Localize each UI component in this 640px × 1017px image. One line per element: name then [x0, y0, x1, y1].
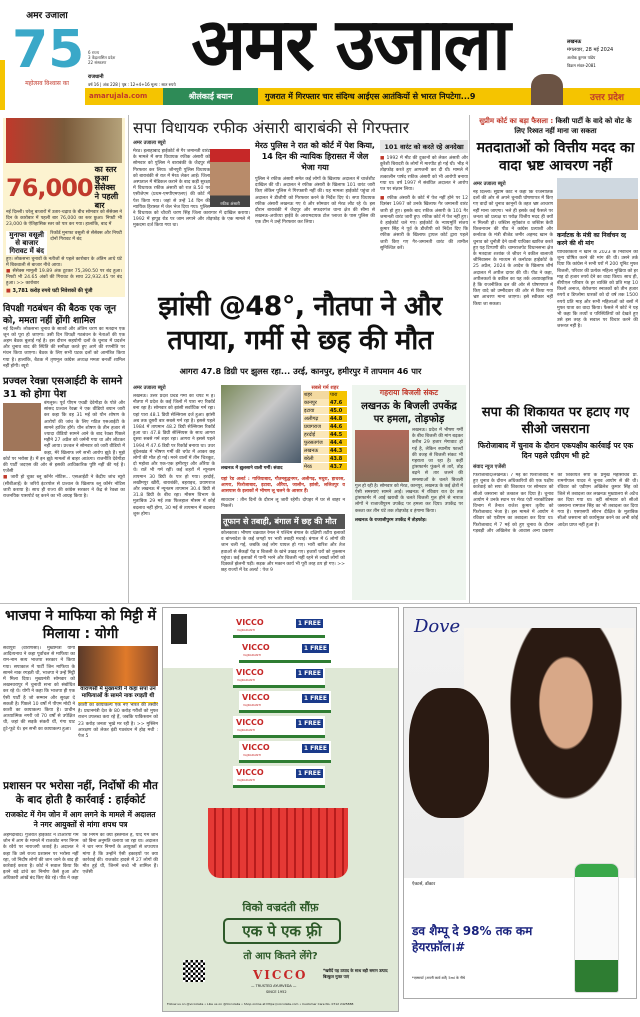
table-row — [303, 431, 347, 439]
hair — [409, 688, 489, 818]
bullet-text: जारी हो चुका ब्लू कॉर्नर नोटिस... एसआईटी ने केंद्रीय जांच ब्यूरो (सीबीआई) के जरिये इंटरपोल से प्रज्वल के खिलाफ ब्लू कॉर्नर नोटिस जारी कराया है। साथ ही राज्य की कांग्रेस सरकार ने केंद्र से रेवन्ना का राजनयिक पासपोर्ट रद्द करने का भी आग्रह किया है। — [3, 475, 125, 500]
table-row — [303, 455, 347, 463]
kicker-text: किसी पार्टी के वादे को वोट के लिए रिश्वत नहीं माना जा सकता — [514, 117, 632, 135]
ad-offer: एक पे एक फ़्री — [223, 918, 341, 944]
pack-product: VAJRADANTI — [243, 753, 262, 757]
story-bullet: ■ जारी हो चुका ब्लू कॉर्नर नोटिस... एसआईटी ने केंद्रीय जांच ब्यूरो (सीबीआई) के जरिये इंटरपोल से प्रज्वल के खिलाफ ब्लू कॉर्नर नोटिस जारी कराया है। साथ ही राज्य की कांग्रेस सरकार ने केंद्र से रेवन्ना का राजनयिक पासपोर्ट रद्द करने का भी आग्रह किया है। — [3, 475, 125, 500]
city-cell: हरदोई — [303, 431, 329, 439]
city-cell: अलीगढ़ — [303, 415, 329, 423]
byline: अमर उजाला ब्यूरो — [133, 140, 166, 146]
vicco-logo: VICCO — [253, 968, 308, 982]
logo-tagline: महोत्सव विश्वास का — [25, 80, 69, 87]
sensex-headline: का स्तर छुआ सेंसेक्स ने पहली बार — [94, 165, 119, 210]
divider — [0, 603, 640, 604]
story-body: सेवापुरी (वाराणसी)। मुख्यमंत्री योगी आदित्यनाथ ने कहा पूर्वांचल से माफिया का राम-नाम सत्य भाजपा सरकार ने किया गया। सपाकाल में पार्टी जिन माफिया के सामने नाक रगड़ती थी, भाजपा ने उन्हें मिट्टी में मिला दिया। मुख्यमंत्री सोमवार को लखनवरापुर में चुनावी सभा को संबोधित कर रहे थे। योगी ने कहा कि भाजपा ही एक ऐसी पार्टी है जो सम्मान और सुरक्षा दे सकती है। पिछले 10 वर्षों में पीएम मोदी ने काशी का कायाकल्प किया है। प्राचीन आध्यात्मिक नगरी जो 70 वर्षों से उपेक्षित थी, जहां की सड़कें संकरी थीं, गंगा घाट टूटे-फूटे थे। इन सभी का कायाकल्प हुआ। — [3, 646, 75, 732]
power-headline: लखनऊ के बिजली उपकेंद्र पर हमला, तोड़फोड़ — [361, 401, 457, 425]
table-row — [303, 463, 347, 471]
power-body: लखनऊ। प्रदेश में भीषण गर्मी के बीच बिजली की मांग बढ़कर करीब 29 हजार मेगावाट हो गई है, लेकिन स्थानीय फाल्टों की वजह से बिजली संकट भी गहराता जा रहा है। कहीं ट्रांसफार्मर फुंकने से तारें, तोड़ बढ़ने से तार जलने की समस्याओं के चलते बिजली गुल हो रही है। सोमवार को मेरठ, कानपुर, लखनऊ के कई क्षेत्रों में ऐसी समस्याएं सामने आईं। लखनऊ में रविवार रात देर तक ट्रांसफार्मर में आई खराबी के चलते बिजली गुल होने से नाराज लोगों ने राजाजीपुरम उपकेंद्र पर हमला कर दिया। उपकेंद्र पर कब्जा कर तीन घंटे तक तोड़फोड़ व हंगामा किया। — [355, 428, 464, 514]
ad-actor: ऐक्टर्स, डॉक्टर — [412, 882, 436, 887]
photo-caption: लखनऊ में झुलसाने वाली गर्मी। संवाद — [221, 466, 283, 471]
ad-line: विको वज्रदंती सौंफ़ — [242, 901, 319, 914]
stock-photo — [6, 118, 122, 163]
pack-brand: VICCO — [236, 718, 264, 727]
shampoo-bottle — [574, 863, 619, 993]
sensex-body2: हुए। लोकसभा चुनावों के नतीजों से पहले कारोबार के अंतिम आधे घंटे में बिकवाली से बाजार नीचे आया। — [6, 256, 122, 268]
temperature-cell: 43.8 — [329, 455, 347, 463]
story-body: अहमदाबाद। गुजरात हाईकोर्ट ने टीआरपी गेम जोन में आग के मामले में राजकोट नगर निगम के रवैये पर नाराजगी जताई है। अदालत ने कहा कि उसे राज्य प्रशासन पर भरोसा नहीं रहा, जो निर्दोष लोगों की जान जाने के बाद ही कार्रवाई करता है। कोर्ट ने सवाल किया कि इतने बड़े ढांचे का निर्माण कैसे हुआ और अधिकारी आंखें बंद किए बैठे रहे। पीठ ने कहा कि निगम का क्या इस्तेमाल है, यदि गेम जोन को बिना अनुमति चलाया जा रहा था। अदालत ने चार नगर निगमों के आयुक्तों से शपथपत्र मांगा है कि उन्होंने ऐसी इकाइयों पर क्या कार्रवाई की। राजकोट हादसे में 27 लोगों की मौत हुई थी, जिनमें बच्चे भी शामिल हैं। एजेंसी — [3, 833, 158, 882]
ticker-photo — [531, 74, 563, 105]
pack-offer: 1 FREE — [297, 770, 321, 777]
sensex-number: 76,000 — [6, 173, 93, 202]
logo-small: अमर उजाला — [26, 11, 68, 21]
city-cell: मेरठ — [303, 463, 329, 471]
sensex-box — [3, 118, 125, 297]
pack-product: VAJRADANTI — [243, 703, 262, 707]
alert-text — [221, 477, 345, 496]
basket-icon — [208, 808, 348, 878]
city-cell: लखनऊ — [303, 447, 329, 455]
table-header-row — [303, 391, 347, 399]
table-row — [303, 399, 347, 407]
alert: यहां रेड अलर्ट : गाजियाबाद, गौतमबुद्धनगर, अलीगढ़, मथुरा, हाथरस, आगरा, फिरोजाबाद, इटावा, औरैया, जालौन, झांसी, ललितपुर व आसपास के इलाकों में भीषण लू चलने के आसार हैं। — [221, 477, 345, 495]
heat-story — [133, 385, 345, 600]
date: मंगलवार, 28 मई 2024 — [567, 47, 614, 53]
story-headline: सपा की शिकायत पर हटाए गए सीओ जसराना — [481, 405, 630, 437]
vicco-pack — [239, 641, 331, 663]
byline: संवाद न्यूज एजेंसी — [473, 464, 506, 470]
subheadline: मेरठ पुलिस ने रात को कोर्ट में पेश किया, 14 दिन की न्यायिक हिरासत में जेल भेजा गया — [255, 141, 375, 172]
ad-trusted: — TRUSTED AYURVEDA — — [251, 984, 297, 988]
qr-code-icon — [183, 960, 205, 982]
pack-offer: 1 FREE — [303, 695, 327, 702]
ad-fineprint: *एक्सपर्ट (अपनी कार्य शर्तें) 5ml के नीचे — [412, 976, 465, 980]
box-item-text: 1992 में मीट की दुकानों को लेकर अंसारी और कुरैशी बिरादरी के लोगों में मारपीट हो गई थी। भीड़ ने तोड़फोड़ करते हुए आगजनी कर दी थी। मामले में तत्कालीन पार्षद रफीक अंसारी को भी आरोपी बनाया गया था। वर्ष 1997 में संबंधित अदालत ने आरोप पत्र पर संज्ञान लिया। — [380, 156, 468, 193]
pack-brand: VICCO — [242, 693, 270, 702]
photo-caption: वाराणसी में मुख्यमंत्री ने कहा सपा उन माफियाओं के सामने नाक रगड़ती थी — [78, 686, 158, 703]
main-subheadline: आगरा 47.8 डिग्री पर झुलस रहा... उरई, कानपुर, हमीरपुर में तापमान 46 पार — [179, 366, 422, 376]
highcourt-headline: प्रशासन पर भरोसा नहीं, निर्दोषों की मौत के बाद होती है कार्रवाई : हाईकोर्ट — [3, 780, 158, 806]
logo-number: 75 — [12, 20, 85, 80]
kicker-line — [473, 116, 638, 136]
pack-offer: 1 FREE — [297, 620, 321, 627]
bottom-left-column — [3, 607, 158, 973]
samvat: विक्रम संवत-2081 — [567, 63, 596, 68]
story-body: नई दिल्ली। लोकसभा चुनाव के सातवें और अंतिम चरण का मतदान एक जून को पूरा हो जाएगा। उसी दिन विपक्षी गठबंधन के नेताओं की एक अहम बैठक बुलाई गई है। इस दौरान सहयोगी दलों के चुनाव में प्रदर्शन और चुनाव बाद की स्थिति की समीक्षा करते हुए आगे की रणनीति पर मंथन किया जाएगा। बैठक के लिए सभी घटक दलों को आमंत्रित किया गया है। हालांकि, बैठक में तृणमूल कांग्रेस अध्यक्ष ममता बनर्जी शामिल नहीं होंगी। ब्यूरो — [3, 326, 125, 369]
city-cell: कानपुर — [303, 399, 329, 407]
story-body: पुलिस ने रफीक अंसारी समेत कई लोगों के खिलाफ अदालत में चार्जशीट दाखिल की थी। अदालत ने रफीक अंसारी के खिलाफ 101 वारंट जारी किए लेकिन पुलिस ने गिरफ्तारी नहीं की। यह मामला हाईकोर्ट पहुंचा तो अदालत ने डीजीपी को गिरफ्तार करने के निर्देश दिए थे। सपा विधायक रफीक अंसारी लखनऊ गए थे और सोमवार को मेरठ लौट रहे थे। इस दौरान बाराबंकी में जैदपुर और सफदरगंज थाना क्षेत्र की सीमा से लखनऊ-अयोध्या हाईवे के आरामदायक टोल प्लाजा के पास पुलिस की एक टीम ने उन्हें गिरफ्तार कर लिया। — [255, 177, 375, 226]
vicco-ad[interactable] — [162, 607, 399, 1012]
sensex-bullet: ■ 3,781 करोड़ रुपये घटी निवेशकों की पूंजी — [6, 287, 93, 294]
lead-story — [133, 140, 468, 290]
ad-note: *खरीदें यह उत्पाद के साथ बही समान उत्पाद बिल्कुल मुफ्त पाएं — [323, 968, 388, 979]
temperature-cell: 45.0 — [329, 407, 347, 415]
hottest-cities-table — [303, 385, 347, 471]
substation-photo — [355, 430, 409, 482]
right-headline: मतदाताओं को वित्तीय मदद का वादा भ्रष्ट आचरण नहीं — [476, 140, 635, 174]
pack-brand: VICCO — [242, 643, 270, 652]
pack-product: VAJRADANTI — [243, 653, 262, 657]
edition-name: राजधानी — [88, 74, 104, 80]
photo-caption: लखनऊ के राजाजीपुरम उपकेंद्र में तोड़फोड़। — [355, 517, 427, 523]
date-block — [567, 38, 613, 70]
box-title: 101 वारंट को करते रहे अनदेखा — [380, 140, 468, 153]
storm-body: कोलकाता। भीषण चक्रवात रेमल ने पश्चिम बंगाल के दक्षिणी तटीय इलाकों व बांग्लादेश के कई जगहों पर भारी तबाही मचाई। बंगाल में 6 लोगों की जान चली गई, जबकि कई लोग घायल हो गए। भारी बारिश और तेज हवाओं से सैकड़ों पेड़ व बिजली के खंभे उखड़ गए। हजारों घरों को नुकसान पहुंचा। कई इलाकों में पानी भरने और बिजली नहीं रहने से लाखों लोगों को दिक्कतें झेलनी पड़ी। सड़क और मकान कार्य भी पूरी तरह ठप हो गए। >> छह राज्यों में रेड अलर्ट : पेज 9 — [221, 531, 345, 574]
city: लखनऊ — [567, 39, 582, 45]
table-row — [303, 447, 347, 455]
pack-offer: 1 FREE — [297, 720, 321, 727]
story-body: काशी का कायाकल्प एक नए भारत की तस्वीर है। प्रधानमंत्री देश के 80 करोड़ गरीबों को मुफ्त राशन उपलब्ध करा रहे हैं, जबकि पाकिस्तान को 23 करोड़ जनता भूखे मर रही है। >> मुस्लिम आरक्षण को लेकर इंडी गठबंधन में होड़ मची : पेज 5 — [78, 703, 158, 740]
product-stack — [233, 616, 333, 791]
editor: अशोक कुमार पांडेय — [567, 55, 596, 60]
revanna-photo — [3, 403, 41, 451]
story-body: मेरठ। इलाहाबाद हाईकोर्ट से गैर जमानती वारंट के मामले में सपा विधायक रफीक अंसारी को सोमवार को पुलिस ने बाराबंकी के जैदपुर से गिरफ्तार कर लिया। जौनपुरी पुलिस विधायक को बाराबंकी से रात में मेरठ लेकर आई। जिला अस्पताल में मेडिकल कराने के बाद कड़ी सुरक्षा में विधायक रफीक अंसारी को रात 8.50 पर एसीजेएम (प्रथम-एमपीएमएलए) की कोर्ट में पेश किया गया। जहां से उन्हें 14 दिन की न्यायिक हिरासत में जेल भेज दिया गया। पुलिस ने विधायक को चौधरी चरण सिंह जिला कारागार में दाखिल कराया। 1992 में हापुड़ रोड पर जाम लगाने और तोड़फोड़ के एक मामले में मुकदमा दर्ज किया गया था। — [133, 149, 250, 229]
table-row — [303, 407, 347, 415]
left-column — [3, 118, 125, 500]
temperature-cell: 44.5 — [329, 431, 347, 439]
main-headline: झांसी @48°, नौतपा ने और तपाया, गर्मी से छह की मौत — [158, 291, 442, 356]
ad-footer: Follow us on @viccolabs • Like us on @Viccolabs • Shop online at https://viccolabs.com • Customer Care No. 0712 2425888 — [167, 1002, 354, 1006]
edition-item: 22 संस्करण — [88, 60, 107, 65]
table-header: शहर — [303, 391, 329, 399]
temperature-cell: 44.8 — [329, 415, 347, 423]
story-body: फिरोजाबाद/लखनऊ। 7 मई को फिरोजाबाद में हुए चुनाव के दौरान अधिकारियों की एक पक्षीय कार्रवाई को सपा की शिकायत पर सोमवार को सीओ जसराना को तत्काल कर दिया है। चुनाव आयोग ने उनके स्थान पर मेरठ एंटी नारकोटिक्स विभाग में तैनात राजेश कुमार तृतीय को फिरोजाबाद भेजा है। इस मामले में आयोग ने रविवार को एडीएम का तबादला कर दिया था। फिरोजाबाद में 7 मई को हुए चुनाव के दौरान गड़बड़ी और अखिलेश के आवास अन्य प्रकरण की शिकायत सपा के प्रमुख महासचिव प्रो. रामगोपाल यादव ने चुनाव आयोग से की थी। रविवार को एडीएम अखिलेश कुमार सिंह को जिले से तबादला कर लखनऊ मुख्यालय से अटैच कर दिया गया था। वहीं सोमवार को सीओ जसराना रामपाल सिंह का भी तबादला कर दिया गया है। एसएसपी सौरभ दीक्षित के मुताबिक सीओ जसराना को कार्यमुक्त करने का अभी कोई आदेश प्राप्त नहीं हुआ है। — [473, 473, 638, 534]
brand-logo — [171, 614, 187, 644]
vicco-pack — [233, 666, 325, 688]
box-item: ■ 1992 में मीट की दुकानों को लेकर अंसारी और कुरैशी बिरादरी के लोगों में मारपीट हो गई थी। भीड़ ने तोड़फोड़ करते हुए आगजनी कर दी थी। मामले में तत्कालीन पार्षद रफीक अंसारी को भी आरोपी बनाया गया था। वर्ष 1997 में संबंधित अदालत ने आरोप पत्र पर संज्ञान लिया। — [380, 156, 468, 193]
pack-offer: 1 FREE — [303, 645, 327, 652]
ad-since: SINCE 1952 — [266, 990, 287, 994]
city-cell: प्रयागराज — [303, 423, 329, 431]
dove-ad[interactable] — [403, 607, 637, 999]
story-body: लखनऊ। उत्तर प्रदेश प्रचंड गर्मी की चपेट में है। नौतपा में प्रदेश के कई जिलों में पारा नए रिकॉर्ड बना रहा है। सोमवार को झांसी सर्वाधिक गर्म रहा। यहां पारा 48.1 डिग्री सेल्सियस दर्ज हुआ। झांसी अब तक दूसरी बार सबसे गर्म रहा है। इससे पहले 1984 में तापमान 48.2 डिग्री सेल्सियस रिकॉर्ड हुआ था। 47.8 डिग्री सेल्सियस के साथ आगरा दूसरा सबसे गर्म शहर रहा। आगरा ने इससे पहले 1994 में 47.6 डिग्री पर रिकॉर्ड बनाया था। उधर बुंदेलखंड में भीषण गर्मी की चपेट में आकर छह लोगों की मौत हो गई। मरने वालों में तीन चित्रकूट, दो महोबा और एक-एक हमीरपुर और औरैया के थे। रातें भी गर्म रहीं। कई शहरों में न्यूनतम तापमान 30 डिग्री के पार हो गया। हरदोई, लखीमपुर खीरी, बाराबंकी, बहराइच, प्रयागराज और लखनऊ में न्यूनतम तापमान 30.4 डिग्री से 31.8 डिग्री के बीच रहा। मौसम विभाग के मुताबिक 29 मई तक फिलहाल मौसम में कोई बदलाव नहीं होगा, 30 मई से तापमान में बदलाव शुरू होगा। — [133, 394, 215, 517]
vicco-pack — [233, 716, 325, 738]
city-cell: इटावा — [303, 407, 329, 415]
pack-brand: VICCO — [236, 668, 264, 677]
bullet-text: सेंसेक्स मामूली 19.89 अंक टूटकर 75,390.50 पर बंद हुआ। निफ्टी भी 24.65 अंकों की गिरावट के साथ 22,932.45 पर बंद हुआ। >> कारोबार — [6, 269, 122, 287]
table-row — [303, 439, 347, 447]
sensex-side: रिकॉर्ड मुनाफा वसूली से सेंसेक्स और निफ्टी दोनों गिरावट में बंद — [50, 230, 122, 242]
pack-brand: VICCO — [242, 743, 270, 752]
website-link[interactable]: amarujala.com — [89, 92, 148, 100]
power-crisis-box — [352, 385, 466, 600]
temperature-cell: 44.4 — [329, 439, 347, 447]
box-item-text: रफीक अंसारी के कोर्ट में पेश नहीं होने पर 12 दिसंबर 1997 को उनके खिलाफ गैर जमानती वारंट जारी हो हुए। इसके बाद रफीक अंसारी के 101 गैर जमानती वारंट जारी हुए। रफीक कोर्ट में पेश नहीं हुए। वे हाईकोर्ट चले गए। हाईकोर्ट के न्यायमूर्ति संजय कुमार सिंह ने पूर्व के डीजीपी को निर्देश दिए कि रफीक अंसारी के खिलाफ ट्रायल कोर्ट द्वारा पहले जारी किए गए गैर-जमानती वारंट की तामील सुनिश्चित करें। — [380, 196, 468, 251]
yogi-headline: भाजपा ने माफिया को मिट्टी में मिलाया : योगी — [5, 608, 156, 642]
pack-product: VAJRADANTI — [237, 628, 256, 632]
table-header: पारा — [329, 391, 347, 399]
dove-tagline: डव शैम्पू दे 98% तक कम हेयरफ़ॉल।# — [412, 924, 533, 954]
dove-logo: Dove — [414, 616, 461, 637]
alert-text: सावधान : तीन दिनों के दौरान लू जारी रहेगी। दोपहर में घर से बाहर न निकलें। — [221, 497, 345, 509]
edition-item: 6 राज्य — [88, 50, 100, 55]
table-row — [303, 415, 347, 423]
box-item: ■ रफीक अंसारी के कोर्ट में पेश नहीं होने पर 12 दिसंबर 1997 को उनके खिलाफ गैर जमानती वारंट जारी हो हुए। इसके बाद रफीक अंसारी के 101 गैर जमानती वारंट जारी हुए। रफीक कोर्ट में पेश नहीं हुए। वे हाईकोर्ट चले गए। हाईकोर्ट के न्यायमूर्ति संजय कुमार सिंह ने पूर्व के डीजीपी को निर्देश दिए कि रफीक अंसारी के खिलाफ ट्रायल कोर्ट द्वारा पहले जारी किए गए गैर-जमानती वारंट की तामील सुनिश्चित करें। — [380, 196, 468, 251]
model-photo — [464, 628, 634, 878]
yogi-photo — [78, 646, 158, 686]
byline: अमर उजाला ब्यूरो — [133, 385, 166, 391]
temperature-cell: 44.3 — [329, 447, 347, 455]
photo-caption: रफीक अंसारी — [220, 201, 240, 206]
sensex-subhead: मुनाफा वसूली से बाजार गिरावट में बंद — [6, 231, 47, 255]
photo-caption: कर्नाटक के मंत्री का निर्वाचन रद्द करने की थी मांग — [557, 232, 627, 247]
edition-list — [88, 50, 115, 65]
lead-headline: सपा विधायक रफीक अंसारी बाराबंकी से गिरफ्तार — [133, 119, 409, 137]
pack-product: VAJRADANTI — [237, 778, 256, 782]
sensex-bullet: ■ सेंसेक्स मामूली 19.89 अंक टूटकर 75,390.50 पर बंद हुआ। निफ्टी भी 24.65 अंकों की गिरावट के साथ 22,932.45 पर बंद हुआ। >> कारोबार — [6, 269, 122, 287]
ticker-tag: श्रीलंकाई बयान — [163, 88, 258, 105]
vicco-pack — [233, 766, 325, 788]
storm-headline: तूफान से तबाही, बंगाल में छह की मौत — [221, 514, 345, 529]
story-body: याचिकाकर्ता ने खान के 2023 के निर्वाचन को शून्य घोषित करने की मांग की थी। उसने तर्क दिया कि कांग्रेस ने सभी घरों में 200 यूनिट मुफ्त बिजली, परिवार की प्रत्येक महिला मुखिया को हर माह दो हजार रुपये देने का वादा किया। साथ ही, बीपीएल परिवार के हर व्यक्ति को प्रति माह 10 किलो अनाज, बेरोजगार स्नातकों को तीन हजार रुपये व डिप्लोमा धारकों को दो वर्ष तक 1500 रुपये प्रति माह और सभी महिलाओं को बसों में मुफ्त यात्रा का वादा किया। फैसले में कोर्ट ने यह भी कहा कि तथ्यों व परिस्थितियों को देखते हुए उसे इस तरह के सवाल पर विचार करने की जरूरत नहीं है। — [557, 250, 638, 330]
pack-brand: VICCO — [236, 618, 264, 627]
supreme-court-photo — [557, 178, 638, 230]
issue-info: वर्ष 16 | अंक 228 | पृष्ठ : 12+4+16 मूल्य : सात रुपये — [88, 82, 176, 87]
highcourt-subheadline: राजकोट में गेम जोन में आग लगने के मामले में अदालत ने नगर आयुक्तों से मांगा शपथ पत्र — [5, 810, 156, 829]
story-body: नई दिल्ली। सुप्रीम कोर्ट ने कहा कि राजनीतिक दलों की ओर से अपने चुनावी घोषणापत्र में किए गए वादों को चुनाव कानूनों के तहत भ्रष्ट आचरण नहीं माना जाएगा। भले ही इसके कई फैसले पर जनता को प्रत्यक्ष या परोक्ष वित्तीय मदद ही क्यों न मिलती हो। जस्टिस सूर्यकांत व जस्टिस केवी विश्वनाथन की पीठ ने कांग्रेस प्रत्याशी और कर्नाटक के मंत्री बीजेड जमीर अहमद खान के चुनाव को चुनौती देने वाली याचिका खारिज करते हुए यह टिप्पणी की। चामराजपेट विधानसभा क्षेत्र के मतदाता शशांक जे श्रीधर ने वकील बालाजी श्रीनिवासन के माध्यम से कर्नाटक हाईकोर्ट के 25 अप्रैल, 2024 के आदेश के खिलाफ शीर्ष अदालत में अपील दायर की थी। पीठ ने कहा, अपीलकर्ता के वकील का यह तर्क अव्यावहारिक है कि राजनीतिक दल की ओर से घोषणापत्र में किए वादे को उम्मीदवार की ओर से किया गया भ्रष्ट आचरण माना जाएगा। इसे स्वीकार नहीं किया जा सकता। — [473, 190, 553, 307]
byline: अमर उजाला ब्यूरो — [473, 181, 506, 187]
vicco-pack — [239, 691, 331, 713]
kicker: गहराया बिजली संकट — [379, 388, 439, 397]
anniversary-logo — [12, 8, 85, 98]
story-headline: विपक्षी गठबंधन की बैठक एक जून को, ममता नहीं होंगी शामिल — [3, 303, 116, 326]
edition-item: 3 केंद्रशासित प्रदेश — [88, 55, 116, 60]
rafiq-ansari-photo — [210, 149, 250, 207]
pack-offer: 1 FREE — [297, 670, 321, 677]
newspaper-title: अमर उजाला — [191, 1, 509, 86]
section-label: उत्तर प्रदेश — [590, 93, 624, 103]
divider — [469, 115, 470, 603]
pack-offer: 1 FREE — [303, 745, 327, 752]
vicco-pack — [233, 616, 325, 638]
vicco-pack — [239, 741, 331, 763]
city-cell: बरेली — [303, 455, 329, 463]
ticker-headline[interactable]: गुजरात में गिरफ्तार चार संदिग्ध आईएस आतंकियों से भारत निपटेगा...9 — [265, 92, 476, 101]
story-body: बंगलूरू। पूर्व पीएम एचडी देवेगौड़ा के पोते और सांसद प्रज्वल रेवन्ना ने एक वीडियो बयान जारी कर कहा कि वह 31 मई को यौन शोषण के आरोपों की जांच के लिए गठित एसआईटी के सामने हाजिर होंगे। यौन शोषण के तीन हजार से ज्यादा वीडियो सामने आने के बाद रेवन्ना पिछले महीने 27 अप्रैल को जर्मनी गया था और लौटकर नहीं आया। प्रज्वल ने सोमवार को जारी वीडियो में कहा, मेरे खिलाफ लगे सभी आरोप झूठे हैं। मुझे कोर्ट पर भरोसा है। मैं इन झूठे मामलों से बाहर आऊंगा। राजनीति देवेगौड़ा की पार्टी जदएस की ओर से इसकी आधिकारिक पुष्टि नहीं की गई है। एजेंसी — [3, 401, 125, 475]
pack-product: VAJRADANTI — [237, 678, 256, 682]
city-cell: फुरसतगंज — [303, 439, 329, 447]
divider — [128, 115, 129, 603]
table-title: सबसे गर्म शहर — [311, 385, 339, 391]
story-headline: प्रज्वल रेवन्ना एसआईटी के सामने 31 को होगा पेश — [3, 376, 123, 401]
pack-brand: VICCO — [236, 768, 264, 777]
ad-line: तो आप कितने लेंगे? — [243, 951, 318, 962]
sensex-body: नई दिल्ली। घरेलू बाजारों में उतार-चढ़ाव के बीच सोमवार को सेंसेक्स ने दिन के कारोबार में पहली बार 76,000 का स्तर छुआ। निफ्टी भी 23,000 के ऐतिहासिक स्तर को पार कर गया। हालांकि, बाद में — [6, 210, 122, 228]
temperature-cell: 44.6 — [329, 423, 347, 431]
temperature-cell: 47.6 — [329, 399, 347, 407]
temperature-cell: 43.7 — [329, 463, 347, 471]
masthead — [0, 0, 640, 108]
table-row — [303, 423, 347, 431]
ticker-bar — [85, 88, 640, 105]
accent-bar — [0, 60, 5, 110]
right-column — [473, 116, 638, 548]
kicker: सुप्रीम कोर्ट का बड़ा फैसला : — [479, 117, 554, 125]
pack-product: VAJRADANTI — [237, 728, 256, 732]
bullet-text: 3,781 करोड़ रुपये घटी निवेशकों की पूंजी — [12, 287, 93, 294]
heat-photo — [221, 385, 301, 463]
story-subheadline: फिरोजाबाद में चुनाव के दौरान एकपक्षीय कार्रवाई पर एक दिन पहले एडीएम भी हटे — [477, 441, 634, 460]
